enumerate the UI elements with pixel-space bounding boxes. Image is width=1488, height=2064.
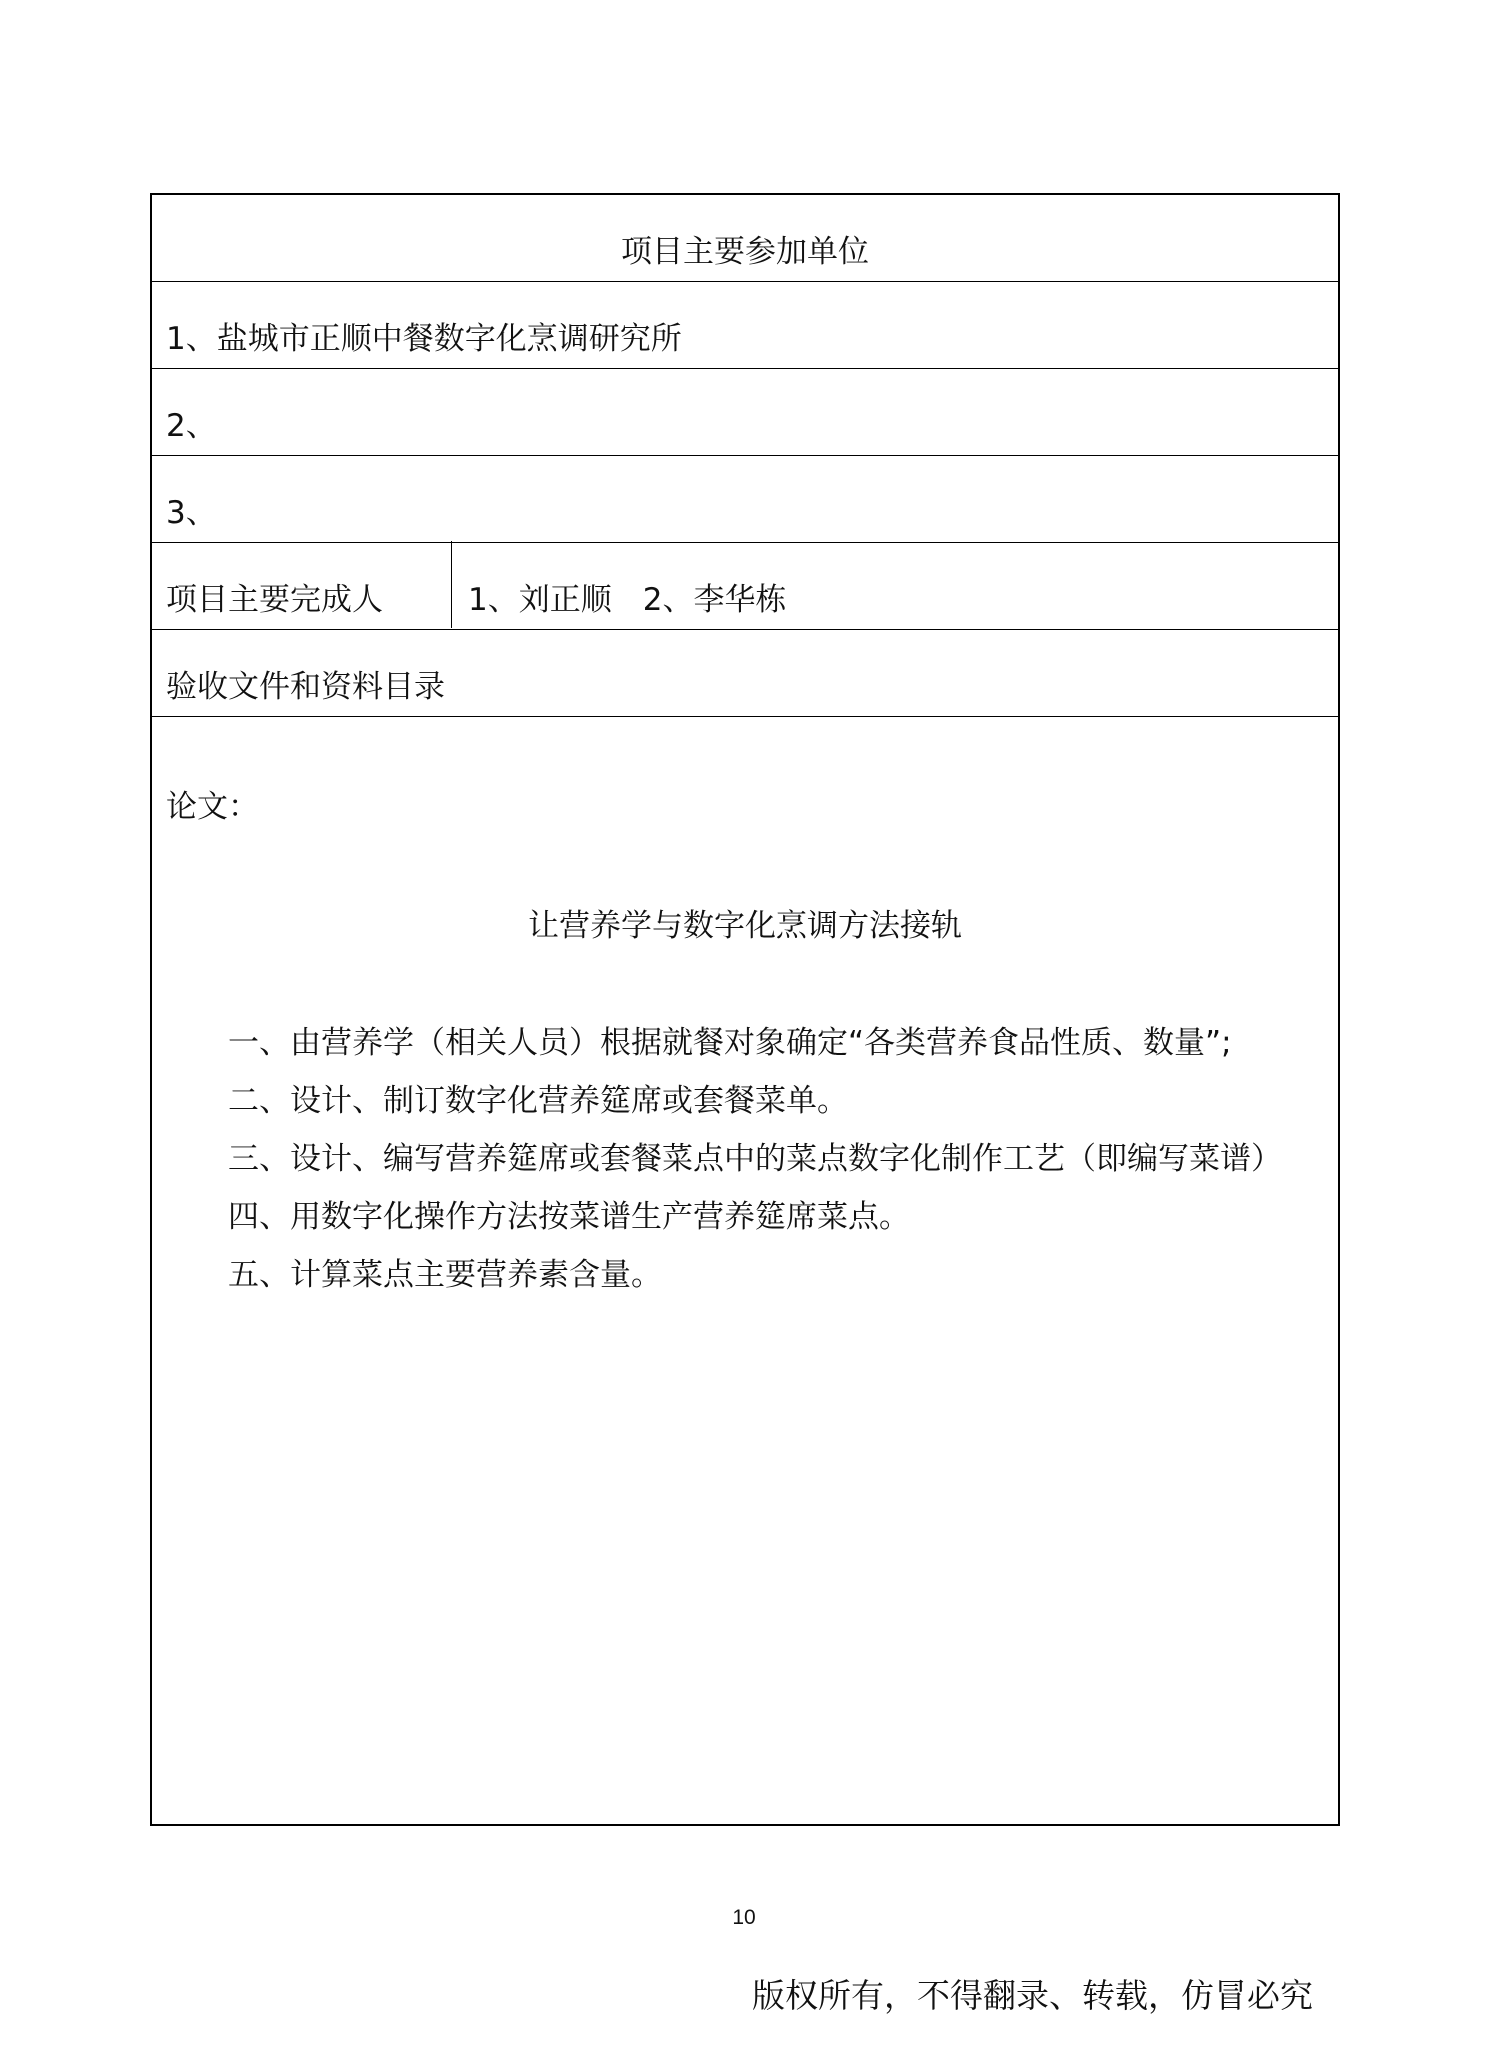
completers-value: 1、刘正顺 2、李华栋 [468,582,787,618]
project-table [150,193,1340,1826]
files-label: 验收文件和资料目录 [166,669,445,705]
paper-title: 让营养学与数字化烹调方法接轨 [528,908,962,944]
unit-item-2: 2、 [166,408,217,444]
files-row [152,630,1338,717]
paper-label: 论文： [166,789,259,825]
step-3: 三、设计、编写营养筵席或套餐菜点中的菜点数字化制作工艺（即编写菜谱） [228,1141,1282,1177]
unit-item-3: 3、 [166,495,217,531]
copyright-notice: 版权所有，不得翻录、转载，仿冒必究 [752,1976,1313,2015]
page-number: 10 [732,1906,756,1929]
step-2: 二、设计、制订数字化营养筵席或套餐菜单。 [228,1083,848,1119]
step-5: 五、计算菜点主要营养素含量。 [228,1257,662,1293]
unit-row-3 [152,456,1338,543]
completers-label: 项目主要完成人 [166,582,383,618]
unit-row-2 [152,369,1338,456]
header-row [152,195,1338,282]
unit-item-1: 1、盐城市正顺中餐数字化烹调研究所 [166,321,682,357]
table-header: 项目主要参加单位 [621,234,869,270]
unit-row-1 [152,282,1338,369]
completers-divider [451,541,452,628]
step-1: 一、由营养学（相关人员）根据就餐对象确定“各类营养食品性质、数量”; [228,1025,1232,1061]
step-4: 四、用数字化操作方法按菜谱生产营养筵席菜点。 [228,1199,910,1235]
completers-row [152,543,1338,630]
